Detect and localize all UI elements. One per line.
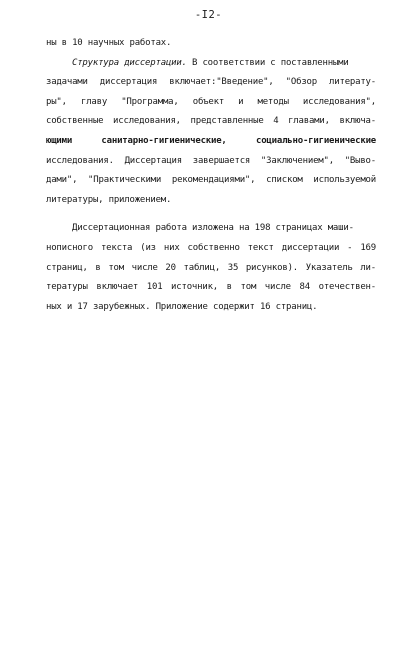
text-line: ющими санитарно-гигиенические, социально-гигиенические (46, 135, 376, 146)
text-line: задачами диссертация включает:"Введение", "Обзор литерату- (46, 77, 376, 88)
text-line (46, 54, 376, 74)
paragraph-1 (46, 34, 376, 54)
text-line: нописного текста (из них собственно текст диссертации - 169 (46, 242, 376, 253)
text-line: дами", "Практическими рекомендациями", списком используемой (46, 175, 376, 186)
text-line: страниц, в том числе 20 таблиц, 35 рисунков). Указатель ли- (46, 262, 376, 273)
text-line: Диссертационная работа изложена на 198 страницах маши- (72, 223, 354, 234)
text-line: ных и 17 зарубежных. Приложение содержит 16 страниц. (46, 301, 318, 312)
text-line: собственные исследования, представленные 4 главами, включа- (46, 116, 376, 127)
text-line: ны в 10 научных работах. (46, 38, 172, 48)
page-number: -I2- (194, 9, 223, 21)
text-line: тературы включает 101 источник, в том числе 84 отечествен- (46, 282, 376, 293)
paragraph-2 (46, 54, 376, 211)
text-fragment: В соответствии с поставленными (186, 57, 349, 68)
text-line: ры", главу "Программа, объект и методы исследования", (46, 96, 376, 107)
paragraph-gap (46, 210, 376, 219)
section-heading-inline: Структура диссертации. (72, 57, 187, 68)
text-line: литературы, приложением. (46, 194, 172, 205)
body-text (46, 34, 376, 317)
paragraph-3 (46, 219, 376, 317)
text-line: исследования. Диссертация завершается "Заключением", "Выво- (46, 155, 376, 166)
